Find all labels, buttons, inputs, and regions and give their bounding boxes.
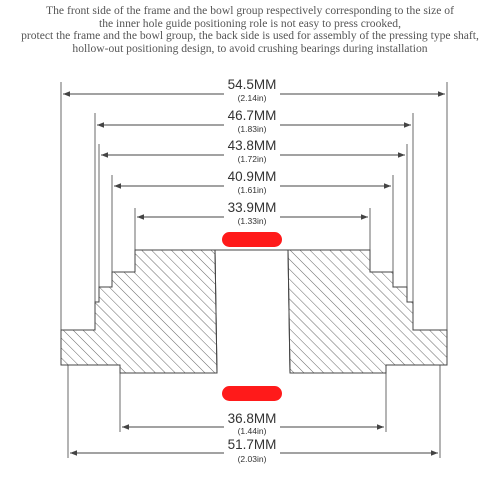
- dim-33-mm: 33.9MM: [227, 200, 277, 215]
- bottom-red-marker: [222, 386, 282, 401]
- dim-40-mm: 40.9MM: [227, 169, 277, 184]
- dim-43-inch: (1.72in): [237, 154, 267, 164]
- caption-line-1: The front side of the frame and the bowl group respectively corresponding to the size of: [46, 4, 454, 17]
- dimension-labels: [228, 77, 277, 464]
- caption-line-4: hollow-out positioning design, to avoid crushing bearings during installation: [72, 41, 428, 55]
- dim-43-mm: 43.8MM: [227, 138, 277, 153]
- right-hatched-section: [288, 250, 447, 373]
- dim-46-mm: 46.7MM: [227, 108, 277, 123]
- dim-54-mm: 54.5MM: [227, 77, 277, 92]
- dim-36-mm: 36.8MM: [227, 411, 277, 426]
- dim-40-inch: (1.61in): [237, 185, 267, 195]
- dim-46-inch: (1.83in): [237, 124, 267, 134]
- caption-line-3: protect the frame and the bowl group, the back side is used for assembly of the pressing type shaft,: [21, 29, 479, 43]
- dim-54-inch: (2.14in): [237, 93, 267, 103]
- dim-36-inch: (1.44in): [237, 426, 267, 436]
- top-red-marker: [222, 232, 282, 247]
- dim-33-inch: (1.33in): [237, 216, 267, 226]
- dim-51-mm: 51.7MM: [227, 437, 277, 452]
- left-hatched-section: [61, 250, 217, 373]
- caption-line-2: the inner hole guide positioning role is not easy to press crooked,: [98, 16, 402, 30]
- tool-cross-section: [61, 250, 447, 373]
- dim-51-inch: (2.03in): [237, 454, 267, 464]
